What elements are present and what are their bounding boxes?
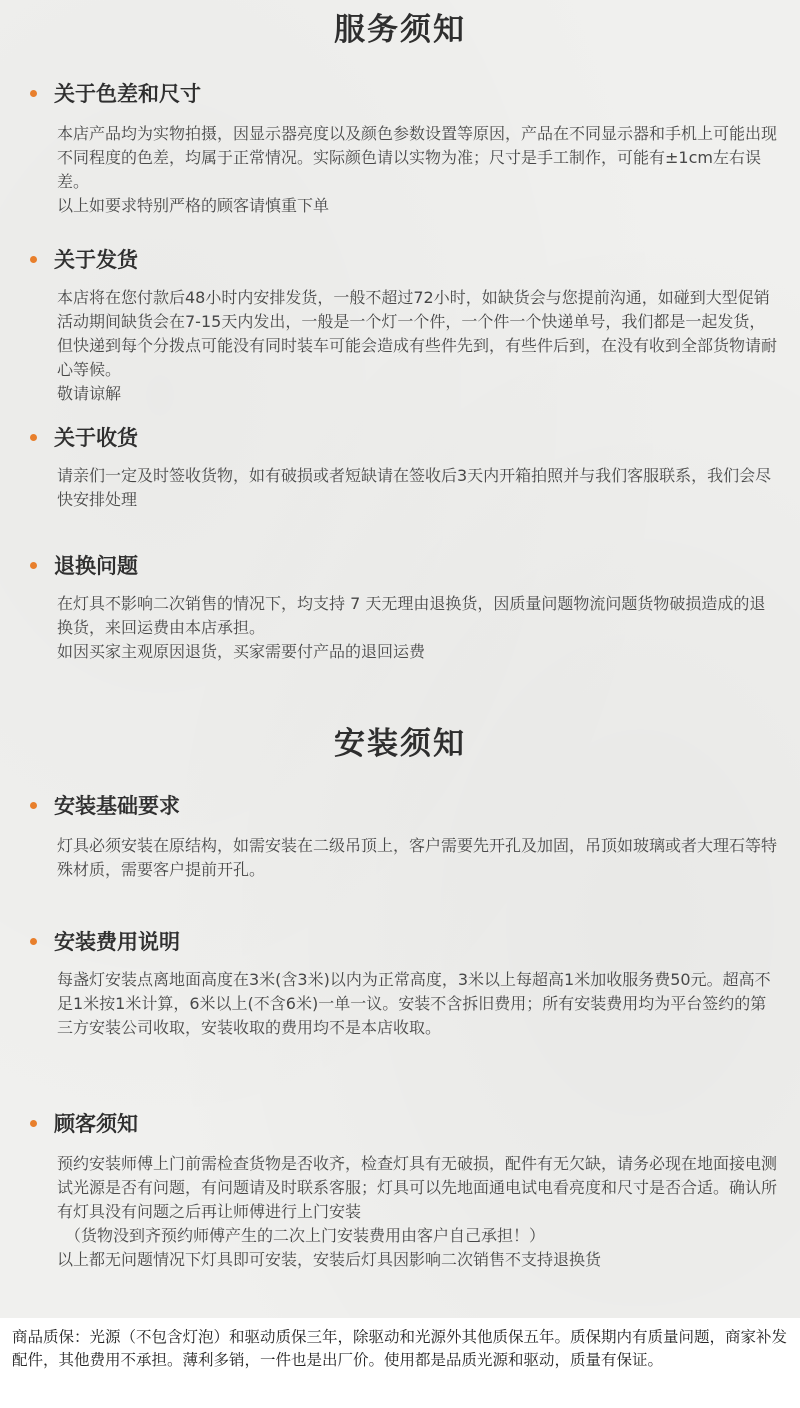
bullet-dot-icon: [30, 256, 37, 263]
body-paragraph: 敬请谅解: [57, 384, 122, 403]
install-basic-body: [57, 834, 777, 882]
body-paragraph: 本店将在您付款后48小时内安排发货，一般不超过72小时，如缺货会与您提前沟通，如碰到大型促销活动期间缺货会在7-15天内发出，一般是一个灯一个件，一个件一个快递单号，我们都是一起发货，但快递到每个分拨点可能没有同时装车可能会造成有些件先到，有些件后到，在没有收到全部货物请耐心等候。: [57, 288, 778, 379]
return-body: [57, 592, 777, 664]
install-basic-heading: [30, 788, 180, 822]
item-heading-label: 关于色差和尺寸: [54, 82, 201, 106]
service-notice-title: 服务须知: [334, 12, 466, 48]
bullet-dot-icon: [30, 802, 37, 809]
color-size-body: [57, 122, 777, 218]
item-heading-label: 关于发货: [54, 248, 138, 272]
body-paragraph: （货物没到齐预约师傅产生的二次上门安装费用由客户自己承担！）: [65, 1226, 546, 1245]
customer-notice-body: [57, 1152, 777, 1272]
receiving-body: [57, 464, 777, 512]
body-paragraph: 在灯具不影响二次销售的情况下，均支持 7 天无理由退换货，因质量问题物流问题货物破损造成的退换货，来回运费由本店承担。: [57, 594, 766, 637]
body-paragraph: 如因买家主观原因退货，买家需要付产品的退回运费: [57, 642, 426, 661]
body-paragraph: 预约安装师傅上门前需检查货物是否收齐，检查灯具有无破损，配件有无欠缺，请务必现在地面接电测试光源是否有问题，有问题请及时联系客服；灯具可以先地面通电试电看亮度和尺寸是否合适。确认所有灯具没有问题之后再让师傅进行上门安装: [57, 1154, 778, 1221]
body-paragraph: 以上都无问题情况下灯具即可安装，安装后灯具因影响二次销售不支持退换货: [57, 1250, 602, 1269]
warranty-footer: [0, 1318, 800, 1408]
bullet-dot-icon: [30, 1120, 37, 1127]
warranty-text: 商品质保：光源（不包含灯泡）和驱动质保三年，除驱动和光源外其他质保五年。质保期内有质量问题，商家补发配件，其他费用不承担。薄利多销，一件也是出厂价。使用都是品质光源和驱动，质量有保证。: [12, 1328, 788, 1369]
install-fee-body: [57, 968, 777, 1040]
body-paragraph: 本店产品均为实物拍摄，因显示器亮度以及颜色参数设置等原因，产品在不同显示器和手机上可能出现不同程度的色差，均属于正常情况。实际颜色请以实物为准；尺寸是手工制作，可能有±1cm左右误差。: [57, 124, 778, 191]
item-heading-label: 关于收货: [54, 426, 138, 450]
bullet-dot-icon: [30, 90, 37, 97]
receiving-heading: [30, 420, 138, 454]
shipping-heading: [30, 242, 138, 276]
color-size-heading: [30, 76, 201, 110]
body-paragraph: 以上如要求特别严格的顾客请慎重下单: [57, 196, 330, 215]
item-heading-label: 顾客须知: [54, 1112, 138, 1136]
shipping-body: [57, 286, 777, 406]
bullet-dot-icon: [30, 938, 37, 945]
body-paragraph: 请亲们一定及时签收货物，如有破损或者短缺请在签收后3天内开箱拍照并与我们客服联系，我们会尽快安排处理: [57, 466, 772, 509]
install-notice-title: 安装须知: [334, 726, 466, 762]
item-heading-label: 退换问题: [54, 554, 138, 578]
bullet-dot-icon: [30, 434, 37, 441]
customer-notice-heading: [30, 1106, 138, 1140]
item-heading-label: 安装费用说明: [54, 930, 180, 954]
body-paragraph: 每盏灯安装点离地面高度在3米(含3米)以内为正常高度，3米以上每超高1米加收服务费50元。超高不足1米按1米计算，6米以上(不含6米)一单一议。安装不含拆旧费用；所有安装费用均为平台签约的第三方安装公司收取，安装收取的费用均不是本店收取。: [57, 970, 771, 1037]
return-heading: [30, 548, 138, 582]
bullet-dot-icon: [30, 562, 37, 569]
body-paragraph: 灯具必须安装在原结构，如需安装在二级吊顶上，客户需要先开孔及加固，吊顶如玻璃或者大理石等特殊材质，需要客户提前开孔。: [57, 836, 778, 879]
item-heading-label: 安装基础要求: [54, 794, 180, 818]
install-fee-heading: [30, 924, 180, 958]
